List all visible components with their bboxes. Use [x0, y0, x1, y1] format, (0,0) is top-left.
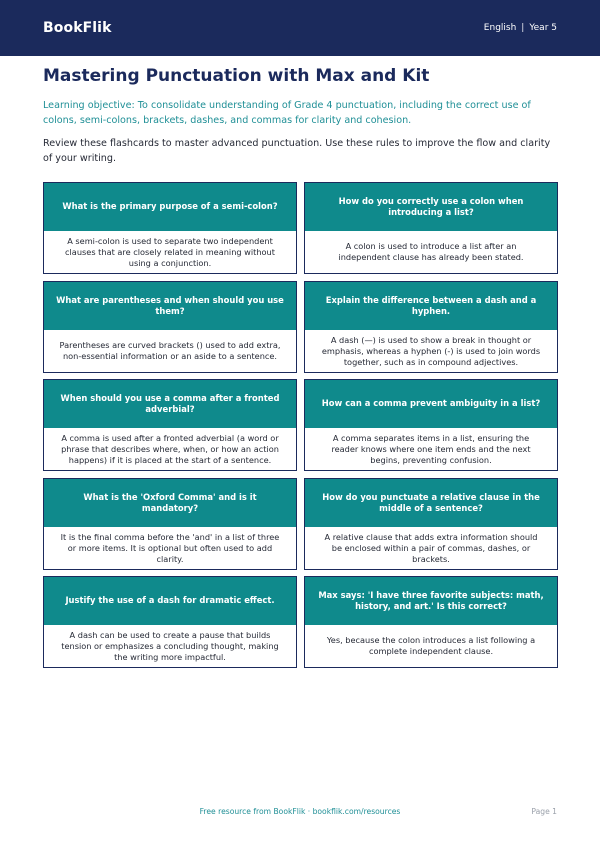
- header-meta: [484, 23, 557, 33]
- flashcard-question: Justify the use of a dash for dramatic effect.: [44, 577, 296, 625]
- flashcard[interactable]: [304, 478, 558, 570]
- flashcard-question: When should you use a comma after a fronted adverbial?: [44, 380, 296, 428]
- flashcard[interactable]: [43, 478, 297, 570]
- flashcard[interactable]: [304, 182, 558, 274]
- header-separator: |: [521, 23, 525, 33]
- year-label: Year 5: [529, 23, 557, 33]
- flashcard-question: Explain the difference between a dash and a hyphen.: [305, 282, 557, 330]
- brand-logo[interactable]: BookFlik: [43, 20, 112, 36]
- flashcard-question: How do you punctuate a relative clause in the middle of a sentence?: [305, 479, 557, 527]
- page-title: Mastering Punctuation with Max and Kit: [43, 66, 430, 86]
- flashcard[interactable]: [43, 379, 297, 471]
- flashcard-question: How do you correctly use a colon when introducing a list?: [305, 183, 557, 231]
- flashcard[interactable]: [43, 576, 297, 668]
- learning-objective: Learning objective: To consolidate understanding of Grade 4 punctuation, including the correct use of colons, semi-colons, brackets, dashes, and commas for clarity and cohesion.: [43, 100, 531, 126]
- flashcard-answer: A dash (—) is used to show a break in thought or emphasis, whereas a hyphen (-) is used to join words together, such as in compound adjectives.: [321, 334, 541, 367]
- flashcard-answer: A comma separates items in a list, ensuring the reader knows where one item ends and the next begins, preventing confusion.: [331, 432, 531, 465]
- flashcard-answer: Parentheses are curved brackets () used to add extra, non-essential information or an aside to a sentence.: [59, 340, 281, 361]
- flashcard[interactable]: [304, 379, 558, 471]
- flashcard-answer: A semi-colon is used to separate two independent clauses that are closely related in meaning without using a conjunction.: [65, 235, 275, 268]
- page-number: Page 1: [531, 807, 557, 816]
- flashcard-question: What is the 'Oxford Comma' and is it mandatory?: [44, 479, 296, 527]
- footer-text[interactable]: Free resource from BookFlik · bookflik.com/resources: [199, 807, 401, 816]
- flashcard[interactable]: [43, 281, 297, 373]
- flashcard-question: How can a comma prevent ambiguity in a list?: [305, 380, 557, 428]
- flashcard-answer: Yes, because the colon introduces a list following a complete independent clause.: [326, 635, 536, 656]
- intro-text: Review these flashcards to master advanced punctuation. Use these rules to improve the flow and clarity of your writing.: [43, 138, 551, 164]
- flashcard[interactable]: [43, 182, 297, 274]
- flashcard-question: What is the primary purpose of a semi-colon?: [44, 183, 296, 231]
- flashcard[interactable]: [304, 576, 558, 668]
- flashcard-answer: A relative clause that adds extra information should be enclosed within a pair of commas, dashes, or brackets.: [324, 531, 538, 564]
- flashcard[interactable]: [304, 281, 558, 373]
- flashcard-question: Max says: 'I have three favorite subjects: math, history, and art.' Is this correct?: [305, 577, 557, 625]
- flashcard-answer: A comma is used after a fronted adverbial (a word or phrase that describes where, when, or how an action happens) if it is placed at the start of a sentence.: [61, 432, 279, 465]
- subject-label: English: [483, 23, 517, 33]
- page-header: [0, 0, 600, 56]
- flashcard-question: What are parentheses and when should you use them?: [44, 282, 296, 330]
- flashcard-answer: It is the final comma before the 'and' in a list of three or more items. It is optional but often used to add clarity.: [60, 531, 280, 564]
- flashcard-answer: A colon is used to introduce a list after an independent clause has already been stated.: [338, 241, 524, 262]
- flashcard-answer: A dash can be used to create a pause that builds tension or emphasizes a concluding thought, making the writing more impactful.: [61, 629, 279, 662]
